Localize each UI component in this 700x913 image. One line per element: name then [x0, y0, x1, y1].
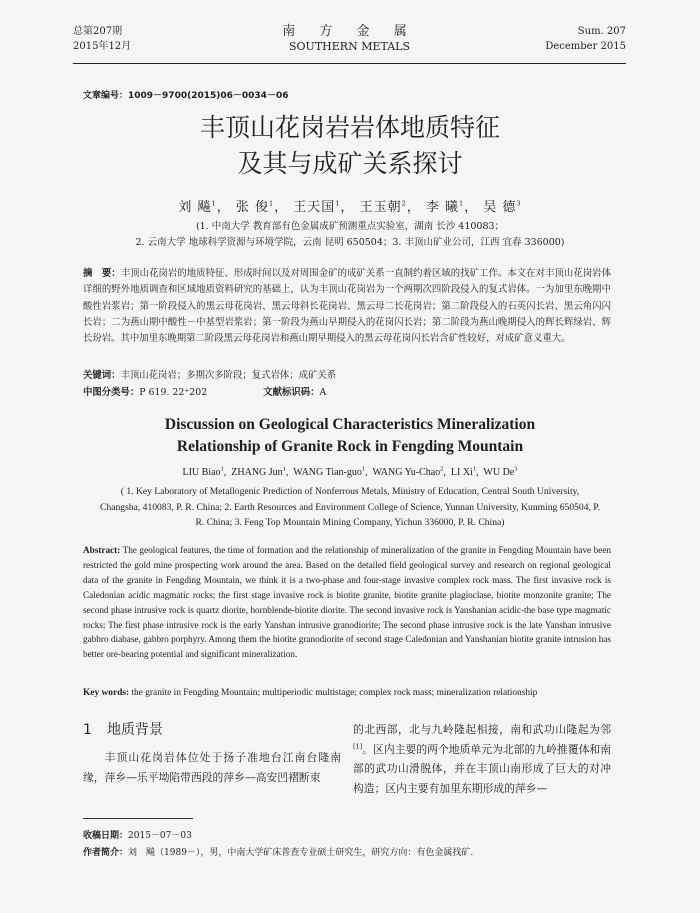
author: 刘 飚$^1$ — [178, 199, 217, 215]
issue-number: 总第207期 — [73, 26, 123, 37]
journal-name — [73, 24, 626, 54]
author-en: LIU Biao$^1$ — [182, 465, 224, 478]
received-date: 2015－07－03 — [128, 831, 192, 841]
author-en: WANG Tian-guo$^1$ — [293, 465, 366, 478]
header-sum-info — [545, 24, 626, 54]
abstract-en-text: The geological features, the time of formation and the relationship of mineralization of the granite in Fengding Mountain have been restricted the gold mine prospecting work around the area. Based on the detailed field geological survey and research on regional geological data of the granite in Fengding Mountain, we think it is a two-phase and four-stage invasive complex rock mass. The first invasive rock is Caledonian acidic magmatic rocks; the first stage invasive rock is biotite granite, biotite granite plagioclase, biotite monzonite granite; The second phase intrusive rock is quartz diorite, hornblende-biotite diorite. The second invasive rock is Yanshanian acidic-the base type magmatic rocks; The first phase intrusive rock is the early Yanshan intrusive granodiorite; The second phase intrusive rock is the late Yanshan intrusive gabbro diabase, gabbro porphyry. Among them the biotite granodiorite of second stage Caledonian and Yanshanian biotite granite intrusion has better ore-bearing potential and significant mineralization. — [83, 545, 611, 660]
journal-name-en: SOUTHERN METALS — [289, 40, 410, 53]
abstract-cn-text: 丰顶山花岗岩的地质特征、形成时间以及对周围金矿的成矿关系一直制约着区域的找矿工作。本文在对丰顶山花岗岩体详细的野外地质调查和区域地质资料研究的基础上，认为丰顶山花岗岩为一个两期次四阶段侵入的复式岩体。一为加里东晚期中酸性岩浆岩；第一阶段侵入的黑云母花岗岩、黑云母斜长花岗岩、黑云母二长花岗岩；第二阶段侵入的石英闪长岩、黑云角闪闪长岩；二为燕山期中酸性－中基型岩浆岩；第一阶段为燕山早期侵入的花岗闪长岩；第二阶段为燕山晚期侵入的辉长辉绿岩、辉长玢岩。其中加里东晚期第二阶段黑云母花岗岩和燕山期早期侵入的黑云母花岗闪长岩含矿性较好，对成矿意义重大。 — [83, 268, 611, 345]
body-column-right — [353, 720, 611, 798]
section-heading — [83, 720, 341, 740]
header-rule — [73, 63, 626, 64]
author: 张 俊$^1$ — [235, 199, 275, 215]
author-en: LI Xi$^1$ — [450, 465, 477, 478]
section-title: 地质背景 — [107, 722, 163, 738]
author: 王天国$^1$ — [293, 199, 341, 215]
abstract-en — [83, 543, 611, 662]
author-en: WU De$^3$ — [483, 465, 518, 478]
author-en: ZHANG Jun$^1$ — [231, 465, 286, 478]
author-bio-label: 作者简介： — [83, 848, 129, 858]
clc-label: 中图分类号： — [83, 387, 140, 398]
keywords-cn-label: 关键词： — [83, 370, 121, 381]
footnote-rule — [83, 818, 193, 819]
title-cn-line-2: 及其与成矿关系探讨 — [237, 149, 463, 178]
title-cn — [0, 110, 700, 182]
author: 王玉朝$^2$ — [359, 199, 407, 215]
author: 吴 德$^3$ — [483, 199, 522, 215]
keywords-en-text: the granite in Fengding Mountain; multiperiodic multistage; complex rock mass; mineralization relationship — [129, 688, 538, 698]
title-cn-line-1: 丰顶山花岗岩岩体地质特征 — [199, 113, 500, 142]
body-paragraph-cont-b: 。区内主要的两个地质单元为北部的九岭推覆体和南部的武功山滑脱体，并在丰顶山南形成了巨大的对冲构造；区内主要有加里东期形成的萍乡— — [353, 742, 611, 795]
keywords-en — [83, 688, 611, 698]
keywords-cn — [83, 367, 336, 381]
body-paragraph-cont-a: 的北西部，北与九岭隆起相接，南和武功山隆起为邻 — [353, 723, 611, 736]
body-column-left — [83, 720, 341, 787]
article-number: 文章编号：1009－9700(2015)06－0034－06 — [83, 91, 289, 101]
abstract-cn-label: 摘 要： — [83, 268, 121, 279]
clc-value: P 619. 22⁺202 — [139, 387, 208, 398]
affiliation-line: (1. 中南大学 教育部有色金属成矿预测重点实验室，湖南 长沙 410083； — [195, 221, 505, 232]
abstract-cn — [83, 266, 611, 347]
footnote-author — [83, 845, 473, 858]
classification-row — [83, 384, 326, 398]
author-en: WANG Yu-Chao$^2$ — [372, 465, 444, 478]
doc-code-label: 文献标识码： — [263, 387, 320, 398]
footnote-received — [83, 828, 192, 841]
sum-number: Sum. 207 — [577, 26, 626, 37]
citation-ref: [1] — [353, 741, 363, 750]
doc-code-value: A — [319, 387, 327, 398]
affiliations-en: ( 1. Key Laboratory of Metallogenic Prediction of Nonferrous Metals, Ministry of Education, Central South University, Changsha, 410083, P. R. China; 2. Earth Resources and Environment College of Science, Yunnan University, Kunming 650504, P. R. China; 3. Feng Top Mountain Mining Company, Yichun 336000, P. R. China) — [100, 486, 600, 528]
keywords-en-label: Key words: — [83, 688, 130, 698]
authors-en: LIU Biao$^1$, ZHANG Jun$^1$, WANG Tian-guo$^1$, WANG Yu-Chao$^2$, LI Xi$^1$, WU De$^3$ — [182, 465, 518, 478]
section-number: 1 — [83, 722, 92, 738]
affiliation-line: 2. 云南大学 地球科学资源与环境学院，云南 昆明 650504；3. 丰顶山矿业公司，江西 宜春 336000) — [135, 237, 565, 248]
running-header — [73, 18, 626, 68]
title-en — [0, 414, 700, 458]
body-paragraph: 丰顶山花岗岩体位处于扬子准地台江南台隆南缘，萍乡—乐平坳陷带西段的萍乡—高安凹褶断束 — [83, 751, 341, 784]
title-en-line-2: Relationship of Granite Rock in Fengding Mountain — [176, 438, 524, 455]
affiliations-cn — [0, 219, 700, 251]
received-label: 收稿日期： — [83, 831, 129, 841]
keywords-cn-text: 丰顶山花岗岩；多期次多阶段；复式岩体；成矿关系 — [120, 370, 337, 381]
author: 李 曦$^1$ — [425, 199, 465, 215]
abstract-en-label: Abstract: — [83, 545, 121, 555]
journal-name-cn: 南 方 金 属 — [282, 24, 417, 39]
issue-date-en: December 2015 — [545, 41, 626, 52]
authors-cn: 刘 飚$^1$， 张 俊$^1$， 王天国$^1$， 王玉朝$^2$， 李 曦$^1$， 吴 德$^3$ — [178, 199, 522, 215]
issue-date: 2015年12月 — [73, 41, 132, 52]
title-en-line-1: Discussion on Geological Characteristics Mineralization — [164, 416, 536, 433]
author-bio-text: 刘 飚（1989－），男，中南大学矿床普查专业硕士研究生，研究方向：有色金属找矿. — [128, 848, 474, 858]
